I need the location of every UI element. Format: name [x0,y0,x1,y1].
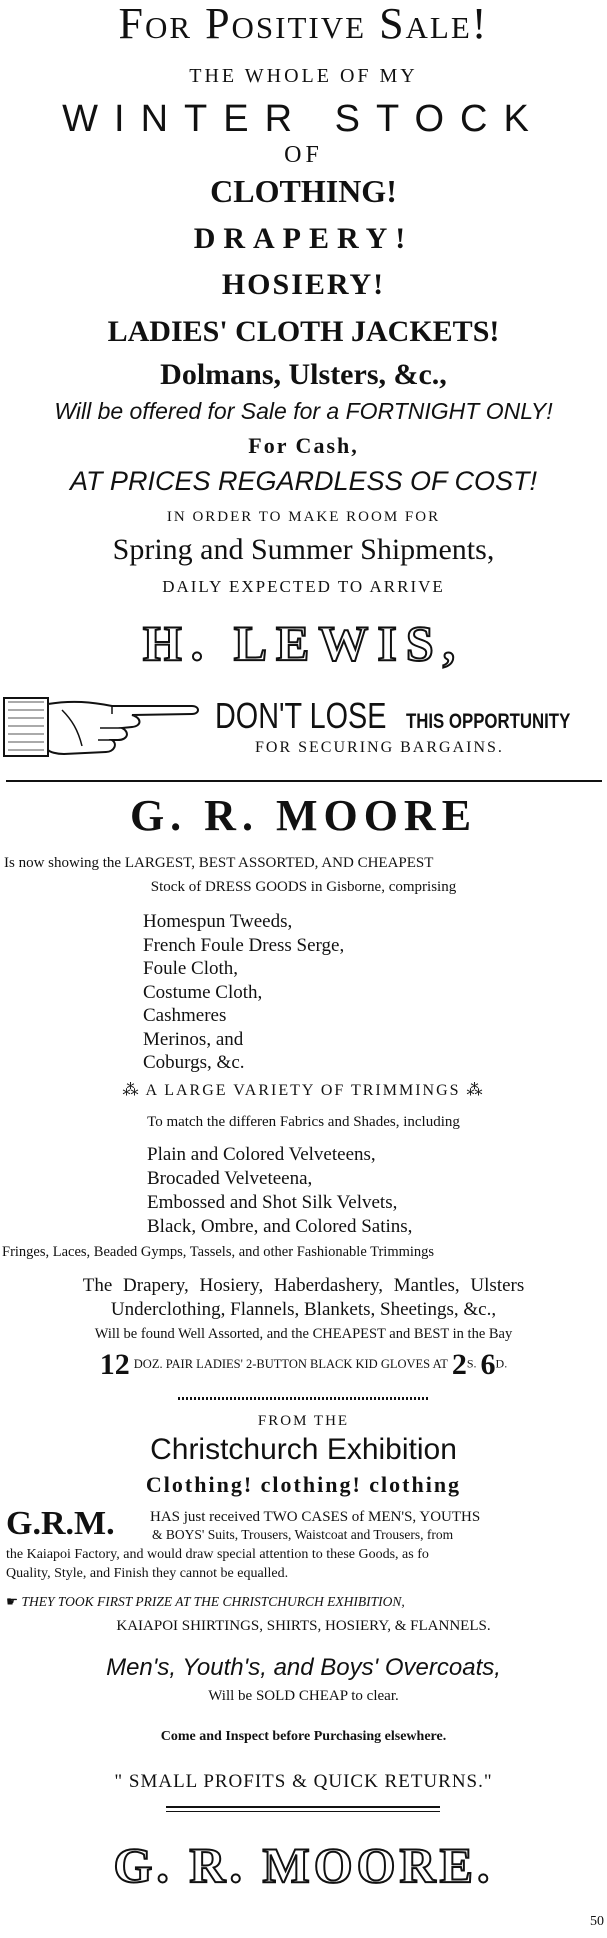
divider [6,780,602,782]
pointing-hand-icon [2,690,202,762]
drapery-line-1: The Drapery, Hosiery, Haberdashery, Mantles, Ulsters [82,1275,525,1296]
drapery-line-3: Will be found Well Assorted, and the CHEAPEST and BEST in the Bay [94,1326,513,1342]
hosiery-line: HOSIERY! [221,268,386,301]
drapery-line-2: Underclothing, Flannels, Blankets, Sheetings, &c., [110,1299,497,1320]
intro-line-1: Is now showing the LARGEST, BEST ASSORTED, AND CHEAPEST [4,855,434,871]
gloves-qty: 12 [99,1348,130,1381]
exhibition-line: Christchurch Exhibition [150,1433,457,1466]
grm-line-3: the Kaiapoi Factory, and would draw special attention to these Goods, as fo [6,1547,429,1562]
grm-line-2: & BOYS' Suits, Trousers, Waistcoat and Trousers, from [152,1527,454,1542]
clothing-repeat-line: Clothing! clothing! clothing [145,1472,462,1497]
list-item: Coburgs, &c. [143,1052,245,1073]
daily-line: DAILY EXPECTED TO ARRIVE [162,577,445,596]
double-rule-top [166,1806,440,1808]
list-item: Black, Ombre, and Colored Satins, [147,1216,413,1237]
prize-text: THEY TOOK FIRST PRIZE AT THE CHRISTCHURCH EXHIBITION, [21,1594,405,1609]
dont-lose-line [215,695,607,736]
list-item: Costume Cloth, [143,981,263,1003]
sold-cheap-line: Will be SOLD CHEAP to clear. [208,1688,399,1704]
list-item: Foule Cloth, [143,958,239,979]
trimmings-line: ⁂ A LARGE VARIETY OF TRIMMINGS ⁂ [122,1082,485,1099]
gloves-text: DOZ. PAIR LADIES' 2-BUTTON BLACK KID GLOVES AT [133,1357,448,1371]
list-item: Homespun Tweeds, [143,911,293,932]
prize-line [6,1595,607,1609]
inspect-line: Come and Inspect before Purchasing elsewhere. [160,1729,447,1744]
list-item: Brocaded Velveteena, [147,1168,313,1189]
whole-of-my: THE WHOLE OF MY [189,65,418,87]
headline: For Positive Sale! [118,0,489,48]
grm-line-4: Quality, Style, and Finish they cannot be equalled. [6,1566,289,1581]
for-cash-line: For Cash, [248,433,359,458]
prices-line: AT PRICES REGARDLESS OF COST! [69,466,538,496]
make-room-line: IN ORDER TO MAKE ROOM FOR [166,509,441,525]
overcoats-line: Men's, Youth's, and Boys' Overcoats, [106,1654,501,1681]
offered-line: Will be offered for Sale for a FORTNIGHT ONLY! [54,398,553,424]
kaiapoi-line: KAIAPOI SHIRTINGS, SHIRTS, HOSIERY, & FLANNELS. [116,1618,491,1634]
dress-goods-list [143,910,523,1075]
moore-title: G. R. MOORE [129,791,478,840]
fringes-line: Fringes, Laces, Beaded Gymps, Tassels, and other Fashionable Trimmings [2,1244,435,1260]
jackets-line: LADIES' CLOTH JACKETS! [107,315,500,348]
gloves-line [0,1350,607,1380]
ornamental-rule [178,1397,428,1400]
motto-line: " SMALL PROFITS & QUICK RETURNS." [114,1771,493,1792]
drapery-line: DRAPERY! [193,222,414,255]
gloves-d: D. [495,1356,508,1371]
list-item: Embossed and Shot Silk Velvets, [147,1192,398,1213]
list-item: French Foule Dress Serge, [143,934,345,956]
securing-line: FOR SECURING BARGAINS. [255,739,504,756]
pointing-hand-icon: ☛ [6,1594,19,1609]
from-the-line: FROM THE [257,1413,350,1429]
gloves-s: S. [466,1356,477,1371]
moore-signature: G. R. MOORE. [113,1837,494,1893]
grm-line-1: HAS just received TWO CASES of MEN'S, YOUTHS [150,1509,481,1525]
dolmans-line: Dolmans, Ulsters, &c., [160,358,447,391]
clothing-line: CLOTHING! [210,173,397,209]
list-item: Merinos, and [143,1028,244,1050]
shipments-line: Spring and Summer Shipments, [112,533,495,566]
merchant-name: H. LEWIS, [142,615,465,671]
to-match-line: To match the differen Fabrics and Shades, including [147,1114,460,1130]
grm-initials: G.R.M. [6,1505,115,1542]
list-item: Cashmeres [143,1005,227,1026]
double-rule-bottom [166,1811,440,1812]
ad-reference: 50 [590,1914,604,1929]
this-opportunity-text: THIS OPPORTUNITY [405,710,571,733]
intro-line-2: Stock of DRESS GOODS in Gisborne, comprising [150,879,457,895]
velvets-list [147,1143,567,1239]
dont-lose-text: DON'T LOSE [215,695,387,736]
winter-stock: WINTER STOCK [62,98,545,140]
list-item: Plain and Colored Velveteens, [147,1144,376,1165]
of-line: OF [284,142,323,168]
gloves-price-s: 2 [451,1348,467,1381]
gloves-price-d: 6 [480,1348,496,1381]
